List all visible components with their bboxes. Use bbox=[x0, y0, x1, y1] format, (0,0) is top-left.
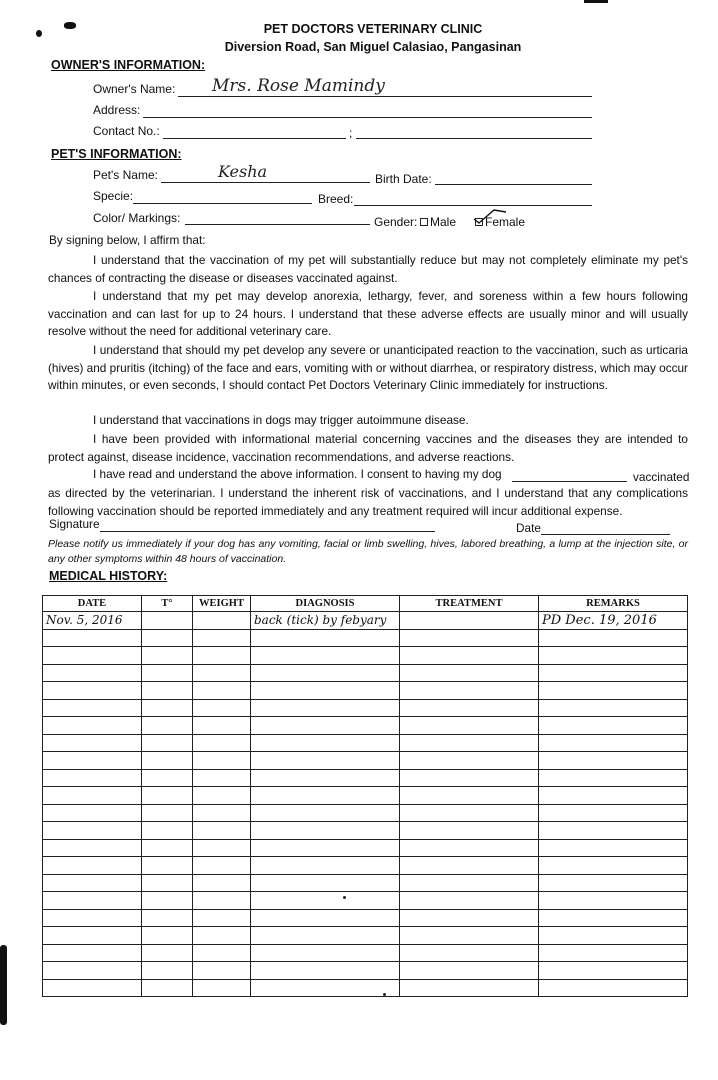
table-row bbox=[43, 682, 688, 700]
cell-date[interactable] bbox=[43, 839, 142, 857]
cell-temperature[interactable] bbox=[142, 699, 193, 717]
cell-date[interactable] bbox=[43, 682, 142, 700]
signature-line[interactable] bbox=[100, 531, 435, 532]
cell-temperature[interactable] bbox=[142, 769, 193, 787]
cell-remarks[interactable] bbox=[539, 874, 688, 892]
cell-remarks[interactable] bbox=[539, 699, 688, 717]
cell-weight[interactable] bbox=[193, 734, 251, 752]
cell-date[interactable] bbox=[43, 927, 142, 945]
contact-separator: ; bbox=[349, 126, 353, 140]
cell-diagnosis[interactable] bbox=[251, 699, 400, 717]
scan-dot bbox=[383, 993, 386, 996]
cell-date[interactable] bbox=[43, 909, 142, 927]
table-row bbox=[43, 927, 688, 945]
owner-name-line bbox=[178, 96, 592, 97]
header-treatment: TREATMENT bbox=[400, 596, 539, 612]
cell-remarks[interactable] bbox=[539, 839, 688, 857]
male-label: Male bbox=[430, 215, 457, 229]
cell-remarks[interactable] bbox=[539, 927, 688, 945]
cell-date[interactable] bbox=[43, 822, 142, 840]
cell-treatment[interactable] bbox=[400, 629, 539, 647]
cell-diagnosis[interactable] bbox=[251, 734, 400, 752]
address-label: Address: bbox=[93, 103, 141, 117]
cell-temperature[interactable] bbox=[142, 629, 193, 647]
cell-diagnosis[interactable] bbox=[251, 979, 400, 997]
cell-date[interactable] bbox=[43, 857, 142, 875]
header-date: DATE bbox=[43, 596, 142, 612]
cell-date[interactable] bbox=[43, 979, 142, 997]
pet-name-line bbox=[161, 182, 370, 183]
cell-weight[interactable] bbox=[193, 804, 251, 822]
table-row bbox=[43, 612, 688, 630]
cell-date[interactable] bbox=[43, 752, 142, 770]
cell-weight[interactable] bbox=[193, 839, 251, 857]
cell-temperature[interactable] bbox=[142, 839, 193, 857]
cell-remarks[interactable] bbox=[539, 979, 688, 997]
cell-date[interactable] bbox=[43, 944, 142, 962]
medical-history-title: MEDICAL HISTORY: bbox=[49, 569, 168, 583]
cell-treatment[interactable] bbox=[400, 944, 539, 962]
cell-temperature[interactable] bbox=[142, 752, 193, 770]
contact-line-2 bbox=[356, 138, 592, 139]
cell-date[interactable] bbox=[43, 717, 142, 735]
cell-diagnosis[interactable] bbox=[251, 629, 400, 647]
cell-date[interactable] bbox=[43, 962, 142, 980]
cell-date[interactable] bbox=[43, 734, 142, 752]
cell-diagnosis[interactable] bbox=[251, 927, 400, 945]
cell-weight[interactable] bbox=[193, 717, 251, 735]
table-row bbox=[43, 892, 688, 910]
cell-temperature[interactable] bbox=[142, 857, 193, 875]
cell-remarks[interactable] bbox=[539, 717, 688, 735]
cell-weight[interactable] bbox=[193, 979, 251, 997]
cell-date[interactable] bbox=[43, 629, 142, 647]
consent-paragraph-1: I understand that the vaccination of my pet will substantially reduce but may not completely eliminate my pet's chances of contracting the disease or diseases vaccinated against. bbox=[48, 253, 688, 285]
cell-diagnosis[interactable] bbox=[251, 787, 400, 805]
header-temperature: T° bbox=[142, 596, 193, 612]
cell-weight[interactable] bbox=[193, 857, 251, 875]
cell-treatment[interactable] bbox=[400, 647, 539, 665]
female-label: Female bbox=[485, 215, 526, 229]
owner-section-title: OWNER'S INFORMATION: bbox=[51, 58, 206, 72]
color-markings-label: Color/ Markings: bbox=[93, 211, 181, 225]
table-header-row bbox=[43, 596, 688, 612]
cell-date[interactable]: Nov. 5, 2016 bbox=[43, 612, 142, 630]
cell-temperature[interactable] bbox=[142, 612, 193, 630]
cell-temperature[interactable] bbox=[142, 822, 193, 840]
cell-remarks[interactable] bbox=[539, 804, 688, 822]
gender-label: Gender: bbox=[374, 215, 418, 229]
table-row bbox=[43, 752, 688, 770]
cell-date[interactable] bbox=[43, 664, 142, 682]
cell-treatment[interactable] bbox=[400, 909, 539, 927]
table-row bbox=[43, 699, 688, 717]
header-diagnosis: DIAGNOSIS bbox=[251, 596, 400, 612]
table-row bbox=[43, 647, 688, 665]
table-row bbox=[43, 629, 688, 647]
cell-temperature[interactable] bbox=[142, 944, 193, 962]
cell-diagnosis[interactable]: back (tick) by febyary bbox=[251, 612, 400, 630]
cell-treatment[interactable] bbox=[400, 857, 539, 875]
consent-paragraph-6a: I have read and understand the above information. I consent to having my dog bbox=[93, 467, 502, 481]
cell-temperature[interactable] bbox=[142, 874, 193, 892]
cell-date[interactable] bbox=[43, 769, 142, 787]
cell-treatment[interactable] bbox=[400, 699, 539, 717]
cell-diagnosis[interactable] bbox=[251, 752, 400, 770]
cell-date[interactable] bbox=[43, 874, 142, 892]
table-row bbox=[43, 962, 688, 980]
date-label: Date bbox=[516, 521, 541, 535]
cell-temperature[interactable] bbox=[142, 682, 193, 700]
cell-diagnosis[interactable] bbox=[251, 647, 400, 665]
cell-weight[interactable] bbox=[193, 769, 251, 787]
cell-date[interactable] bbox=[43, 892, 142, 910]
table-row bbox=[43, 769, 688, 787]
clinic-name: PET DOCTORS VETERINARY CLINIC bbox=[263, 22, 483, 36]
table-row bbox=[43, 944, 688, 962]
cell-weight[interactable] bbox=[193, 699, 251, 717]
cell-date[interactable] bbox=[43, 647, 142, 665]
breed-label: Breed: bbox=[318, 192, 354, 206]
cell-remarks[interactable] bbox=[539, 962, 688, 980]
cell-diagnosis[interactable] bbox=[251, 909, 400, 927]
cell-treatment[interactable] bbox=[400, 892, 539, 910]
cell-diagnosis[interactable] bbox=[251, 944, 400, 962]
cell-temperature[interactable] bbox=[142, 787, 193, 805]
consent-paragraph-5: I have been provided with informational material concerning vaccines and the diseases they are intended to protect against, disease incidence, vaccination recommendations, and adverse reactions. bbox=[48, 432, 688, 464]
cell-weight[interactable] bbox=[193, 962, 251, 980]
cell-remarks[interactable] bbox=[539, 909, 688, 927]
cell-remarks[interactable] bbox=[539, 787, 688, 805]
signature-label: Signature bbox=[49, 517, 100, 531]
contact-line-1 bbox=[163, 138, 346, 139]
address-line bbox=[143, 117, 592, 118]
cell-remarks[interactable] bbox=[539, 822, 688, 840]
clinic-address: Diversion Road, San Miguel Calasiao, Pangasinan bbox=[224, 40, 522, 54]
specie-label: Specie: bbox=[93, 189, 134, 203]
pet-name-value: Kesha bbox=[218, 162, 268, 181]
cell-diagnosis[interactable] bbox=[251, 717, 400, 735]
consent-paragraph-6c: as directed by the veterinarian. I understand the inherent risk of vaccinations, and I understand that any complications following vaccination should be reported immediately and any treatment required will incur additional expense. bbox=[48, 486, 688, 518]
consent-paragraph-2: I understand that my pet may develop anorexia, lethargy, fever, and soreness within a few hours following vaccination and can last for up to 24 hours. I understand that these adverse effects are usually minor and will usually resolve without the need for additional veterinary care. bbox=[48, 289, 688, 338]
cell-treatment[interactable] bbox=[400, 612, 539, 630]
cell-weight[interactable] bbox=[193, 682, 251, 700]
cell-weight[interactable] bbox=[193, 664, 251, 682]
cell-treatment[interactable] bbox=[400, 874, 539, 892]
table-row bbox=[43, 979, 688, 997]
table-row bbox=[43, 804, 688, 822]
male-checkbox[interactable] bbox=[420, 218, 428, 226]
header-weight: WEIGHT bbox=[193, 596, 251, 612]
cell-weight[interactable] bbox=[193, 892, 251, 910]
consent-intro: By signing below, I affirm that: bbox=[49, 233, 206, 247]
cell-diagnosis[interactable] bbox=[251, 664, 400, 682]
cell-remarks[interactable] bbox=[539, 769, 688, 787]
table-row bbox=[43, 839, 688, 857]
cell-temperature[interactable] bbox=[142, 962, 193, 980]
cell-treatment[interactable] bbox=[400, 682, 539, 700]
cell-temperature[interactable] bbox=[142, 664, 193, 682]
cell-diagnosis[interactable] bbox=[251, 682, 400, 700]
medical-history-table bbox=[42, 595, 688, 997]
birth-date-label: Birth Date: bbox=[375, 172, 432, 186]
cell-treatment[interactable] bbox=[400, 734, 539, 752]
cell-treatment[interactable] bbox=[400, 717, 539, 735]
cell-remarks[interactable] bbox=[539, 857, 688, 875]
scan-mark bbox=[584, 0, 608, 3]
cell-treatment[interactable] bbox=[400, 804, 539, 822]
table-row bbox=[43, 857, 688, 875]
cell-diagnosis[interactable] bbox=[251, 892, 400, 910]
cell-weight[interactable] bbox=[193, 787, 251, 805]
cell-treatment[interactable] bbox=[400, 769, 539, 787]
cell-remarks[interactable] bbox=[539, 752, 688, 770]
cell-weight[interactable] bbox=[193, 822, 251, 840]
cell-weight[interactable] bbox=[193, 612, 251, 630]
cell-diagnosis[interactable] bbox=[251, 962, 400, 980]
table-row bbox=[43, 909, 688, 927]
cell-remarks[interactable] bbox=[539, 682, 688, 700]
cell-diagnosis[interactable] bbox=[251, 822, 400, 840]
cell-remarks[interactable]: PD Dec. 19, 2016 bbox=[539, 612, 688, 630]
cell-diagnosis[interactable] bbox=[251, 769, 400, 787]
consent-vaccinated-word: vaccinated bbox=[633, 470, 690, 484]
cell-temperature[interactable] bbox=[142, 892, 193, 910]
cell-date[interactable] bbox=[43, 699, 142, 717]
cell-diagnosis[interactable] bbox=[251, 804, 400, 822]
cell-temperature[interactable] bbox=[142, 717, 193, 735]
cell-treatment[interactable] bbox=[400, 752, 539, 770]
contact-label: Contact No.: bbox=[93, 124, 160, 138]
cell-weight[interactable] bbox=[193, 874, 251, 892]
table-row bbox=[43, 874, 688, 892]
cell-diagnosis[interactable] bbox=[251, 839, 400, 857]
scan-edge-mark bbox=[0, 945, 7, 1025]
cell-remarks[interactable] bbox=[539, 629, 688, 647]
table-row bbox=[43, 717, 688, 735]
specie-line bbox=[133, 203, 312, 204]
cell-temperature[interactable] bbox=[142, 979, 193, 997]
cell-date[interactable] bbox=[43, 804, 142, 822]
pet-name-label: Pet's Name: bbox=[93, 168, 158, 182]
cell-remarks[interactable] bbox=[539, 734, 688, 752]
owner-name-label: Owner's Name: bbox=[93, 82, 176, 96]
consent-paragraph-3: I understand that should my pet develop any severe or unanticipated reaction to the vaccination, such as urticaria (hives) and pruritis (itching) of the face and ears, vomiting with or without diarrhea, or respiratory distress, which may occur within minutes, or even seconds, I should contact Pet Doctors Veterinary Clinic immediately for instructions. bbox=[48, 343, 688, 392]
cell-treatment[interactable] bbox=[400, 839, 539, 857]
cell-treatment[interactable] bbox=[400, 979, 539, 997]
cell-temperature[interactable] bbox=[142, 909, 193, 927]
consent-paragraph-4: I understand that vaccinations in dogs may trigger autoimmune disease. bbox=[93, 413, 469, 427]
table-row bbox=[43, 787, 688, 805]
color-markings-line bbox=[185, 224, 370, 225]
scan-dot bbox=[343, 896, 346, 899]
cell-weight[interactable] bbox=[193, 927, 251, 945]
cell-remarks[interactable] bbox=[539, 647, 688, 665]
cell-diagnosis[interactable] bbox=[251, 874, 400, 892]
birth-date-line bbox=[435, 184, 592, 185]
cell-diagnosis[interactable] bbox=[251, 857, 400, 875]
cell-temperature[interactable] bbox=[142, 647, 193, 665]
cell-remarks[interactable] bbox=[539, 664, 688, 682]
cell-date[interactable] bbox=[43, 787, 142, 805]
cell-temperature[interactable] bbox=[142, 804, 193, 822]
cell-temperature[interactable] bbox=[142, 927, 193, 945]
table-row bbox=[43, 734, 688, 752]
cell-weight[interactable] bbox=[193, 944, 251, 962]
cell-treatment[interactable] bbox=[400, 927, 539, 945]
cell-weight[interactable] bbox=[193, 647, 251, 665]
cell-weight[interactable] bbox=[193, 752, 251, 770]
cell-remarks[interactable] bbox=[539, 944, 688, 962]
cell-remarks[interactable] bbox=[539, 892, 688, 910]
cell-treatment[interactable] bbox=[400, 664, 539, 682]
dog-name-line bbox=[512, 481, 627, 482]
owner-name-value: Mrs. Rose Mamindy bbox=[212, 76, 385, 96]
cell-treatment[interactable] bbox=[400, 962, 539, 980]
table-row bbox=[43, 664, 688, 682]
table-row bbox=[43, 822, 688, 840]
cell-temperature[interactable] bbox=[142, 734, 193, 752]
header-remarks: REMARKS bbox=[539, 596, 688, 612]
cell-weight[interactable] bbox=[193, 909, 251, 927]
cell-weight[interactable] bbox=[193, 629, 251, 647]
signature-date-line[interactable] bbox=[541, 534, 670, 535]
notification-note: Please notify us immediately if your dog has any vomiting, facial or limb swelling, hives, labored breathing, a lump at the injection site, or any other symptoms within 48 hours of vaccination. bbox=[48, 538, 688, 565]
cell-treatment[interactable] bbox=[400, 787, 539, 805]
pet-section-title: PET'S INFORMATION: bbox=[51, 147, 182, 161]
cell-treatment[interactable] bbox=[400, 822, 539, 840]
